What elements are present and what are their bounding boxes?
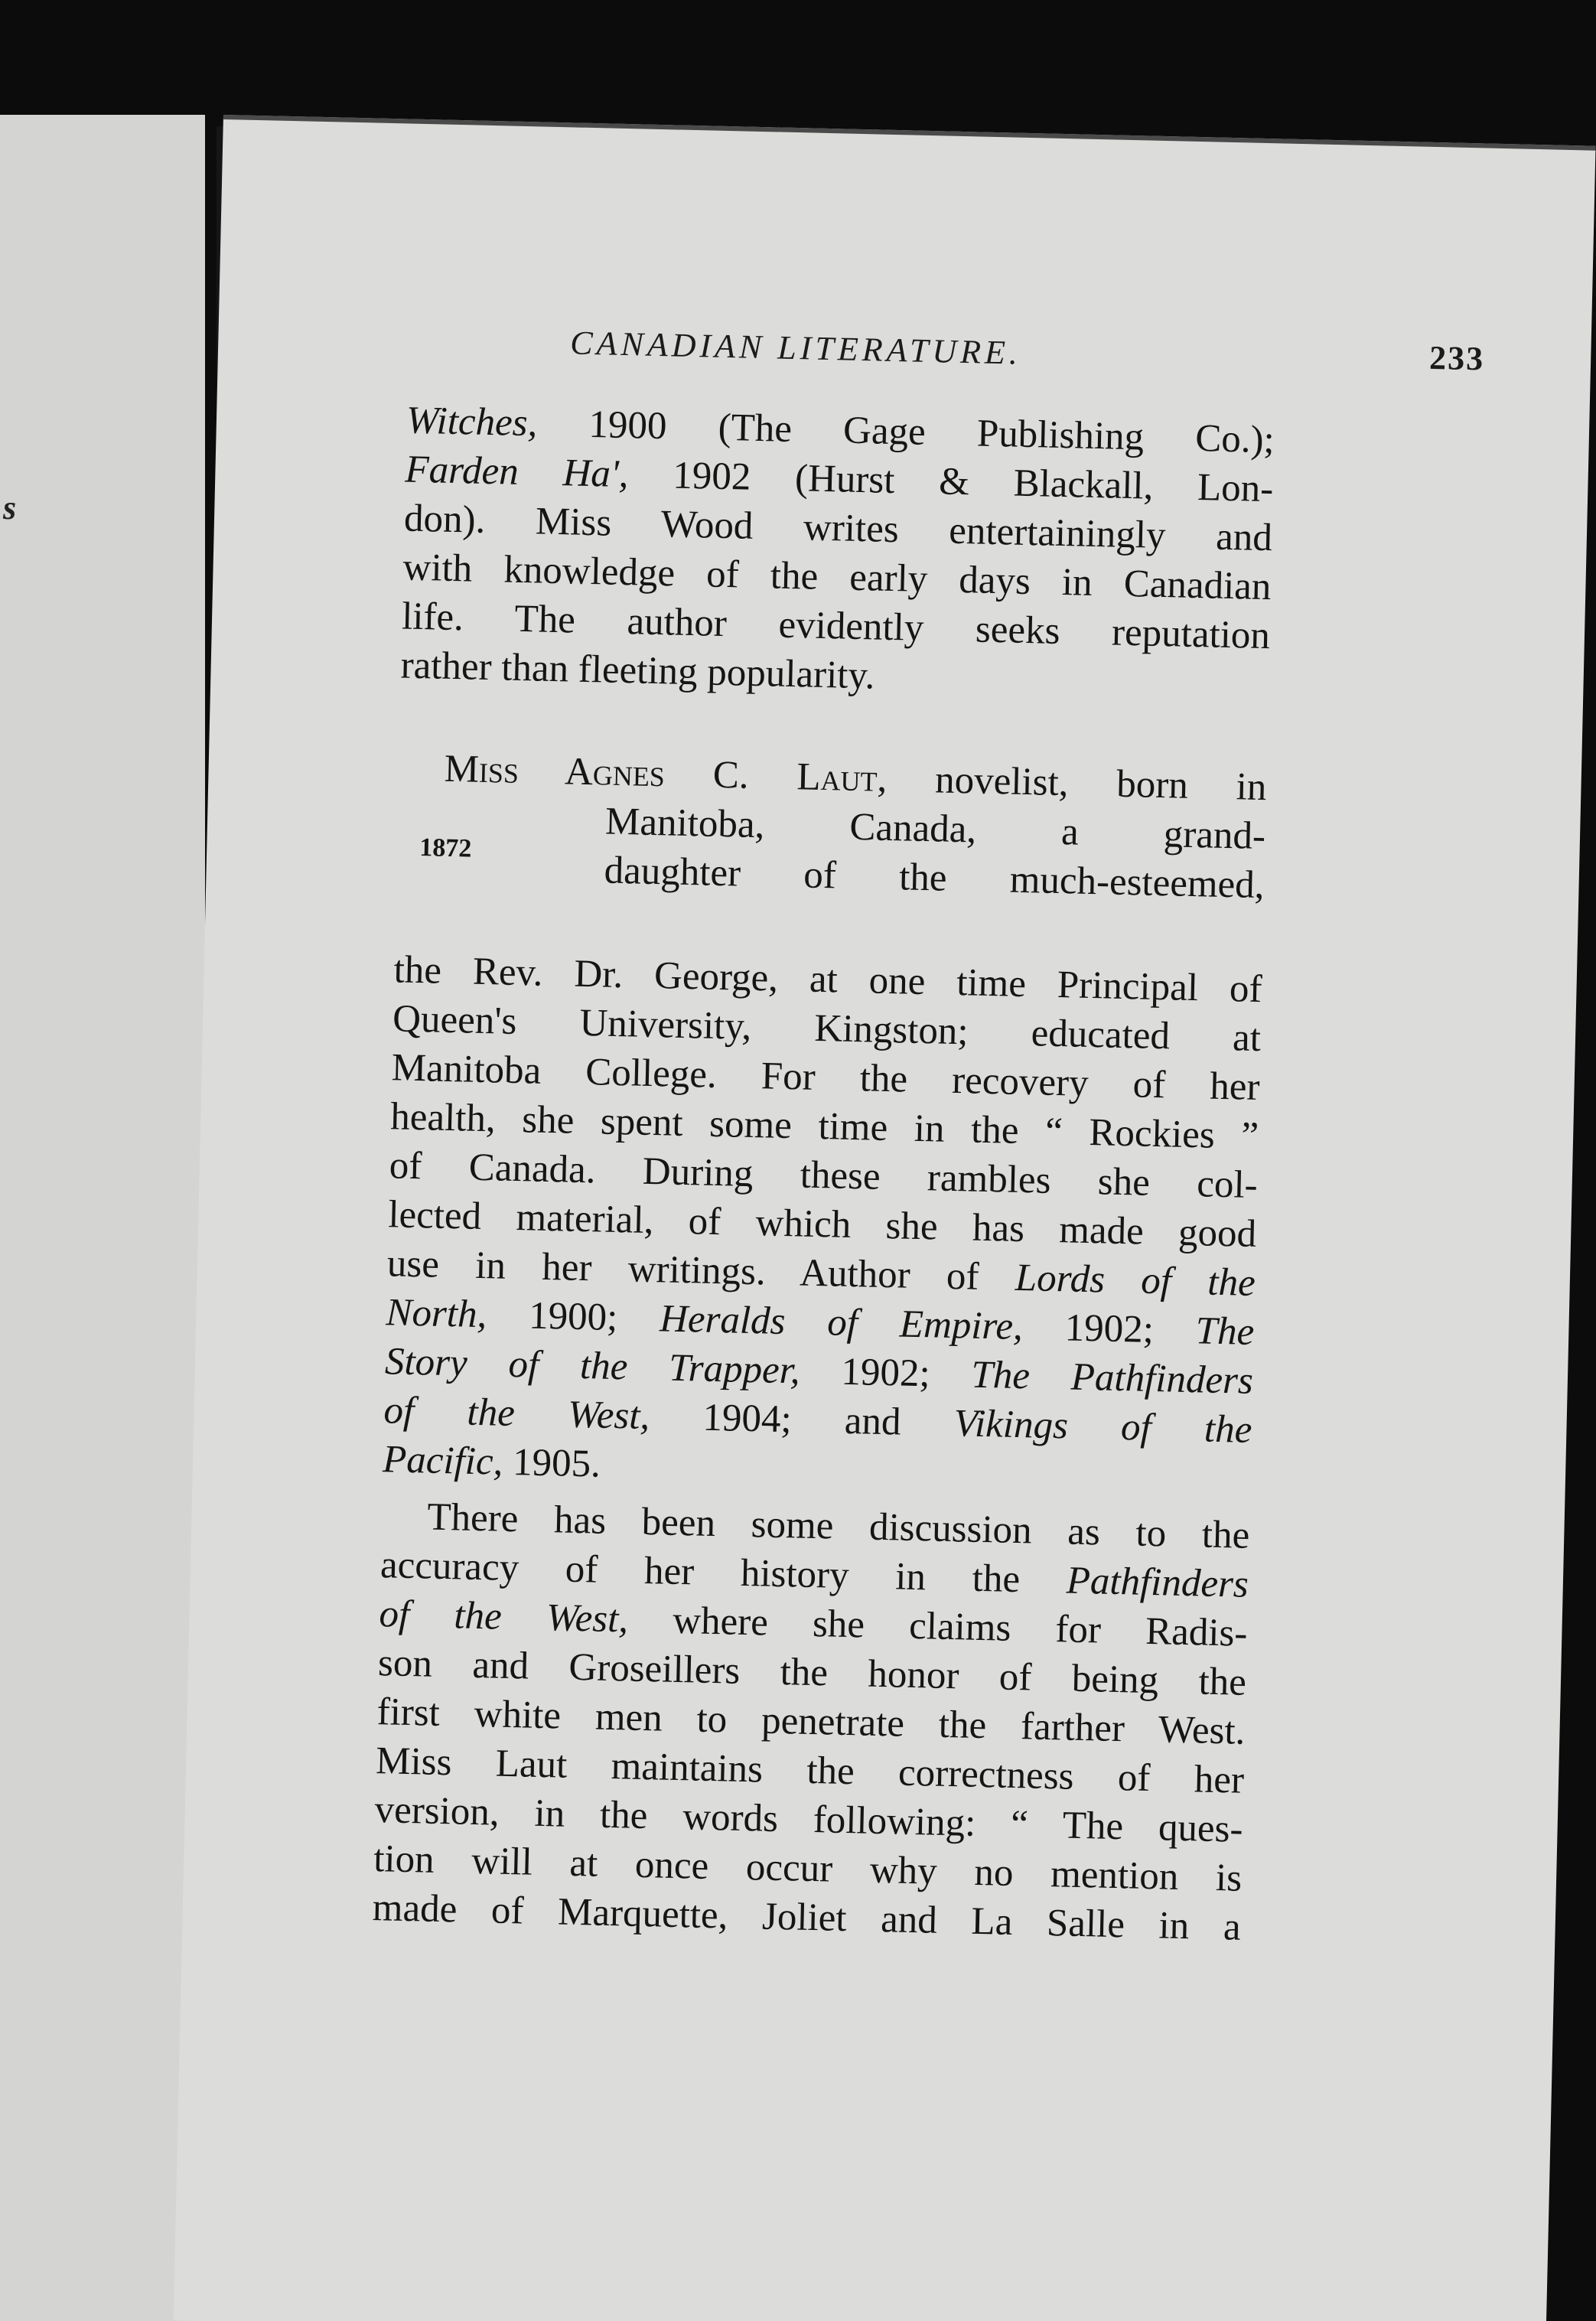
text-run: tion will at once occur why no mention is (373, 1837, 1243, 1900)
italic-title: Lords of the (1015, 1256, 1256, 1305)
italic-title: Story of the Trapper, (384, 1340, 801, 1393)
left-page-edge (0, 115, 205, 2321)
text-run: 1902; (1022, 1306, 1197, 1353)
text-run: first white men to penetrate the farther West. (376, 1690, 1246, 1753)
page-header (569, 323, 1485, 405)
italic-title: Witches, (406, 399, 538, 445)
italic-title: Farden Ha', (404, 448, 630, 497)
entry-side-line: Manitoba, Canada, a grand- (604, 800, 1266, 859)
text-run: Queen's University, Kingston; educated at (392, 997, 1262, 1061)
entry-name: Miss Agnes C. Laut, (444, 747, 888, 800)
text-run: life. The author evidently seeks reputation (401, 595, 1271, 658)
text-run: of Canada. During these rambles she col- (389, 1144, 1259, 1208)
text-run: where she claims for Radis- (627, 1598, 1248, 1655)
text-run: lected material, of which she has made good (387, 1193, 1257, 1257)
text-run: son and Groseillers the honor of being the (377, 1641, 1247, 1704)
italic-title: of the West, (378, 1592, 629, 1641)
italic-title: North, (385, 1291, 487, 1337)
text-run: 1902; (800, 1349, 972, 1397)
text-run: rather than fleeting popularity. (400, 644, 876, 698)
text-run: accuracy of her history in the (379, 1544, 1067, 1602)
text-run: 1902 (Hurst & Blackall, Lon- (627, 453, 1274, 511)
text-run: health, she spent some time in the “ Rockies ” (389, 1095, 1259, 1159)
text-run: Miss Laut maintains the correctness of her (375, 1739, 1245, 1802)
entry-side-line: daughter of the much-esteemed, (604, 849, 1265, 908)
text-run: made of Marquette, Joliet and La Salle in a (372, 1886, 1242, 1949)
page-top-edge (223, 115, 1596, 151)
text-run: 1905. (502, 1440, 601, 1486)
text-run: version, in the words following: “ The ques- (374, 1788, 1244, 1851)
italic-title: Pacific, (382, 1438, 503, 1484)
text-run: Manitoba College. For the recovery of her (391, 1046, 1261, 1110)
text-run: 1900; (486, 1293, 660, 1341)
italic-title: The Pathfinders (970, 1353, 1254, 1403)
italic-title: of the West, (383, 1389, 650, 1439)
text-run: the Rev. Dr. George, at one time Principal of (393, 948, 1263, 1012)
text-run: 1904; and (649, 1395, 955, 1446)
italic-title: Pathfinders (1066, 1559, 1249, 1606)
entry-laut (382, 743, 1267, 1504)
text-run: There has been some discussion as to the (426, 1495, 1250, 1557)
left-page-glyph: s (3, 489, 17, 526)
text-run: 1900 (The Gage Publishing Co.); (536, 402, 1275, 462)
running-head: CANADIAN LITERATURE. (569, 324, 1022, 372)
italic-title: Heralds of Empire, (659, 1297, 1024, 1349)
page-body (372, 396, 1275, 1952)
right-page (174, 115, 1596, 2321)
page-number: 233 (1428, 338, 1485, 378)
paragraph-laut-bio (382, 945, 1262, 1504)
text-run: use in her writings. Author of (386, 1242, 1016, 1299)
text-run: don). Miss Wood writes entertainingly and (403, 497, 1273, 560)
paragraph-discussion (372, 1491, 1250, 1952)
italic-title: The (1195, 1309, 1255, 1354)
birth-year: 1872 (419, 833, 472, 863)
italic-title: Vikings of the (953, 1402, 1252, 1452)
paragraph-wood-continued (400, 396, 1275, 710)
text-run: with knowledge of the early days in Canadian (402, 546, 1272, 609)
entry-first-line-rest: novelist, born in (886, 757, 1268, 810)
